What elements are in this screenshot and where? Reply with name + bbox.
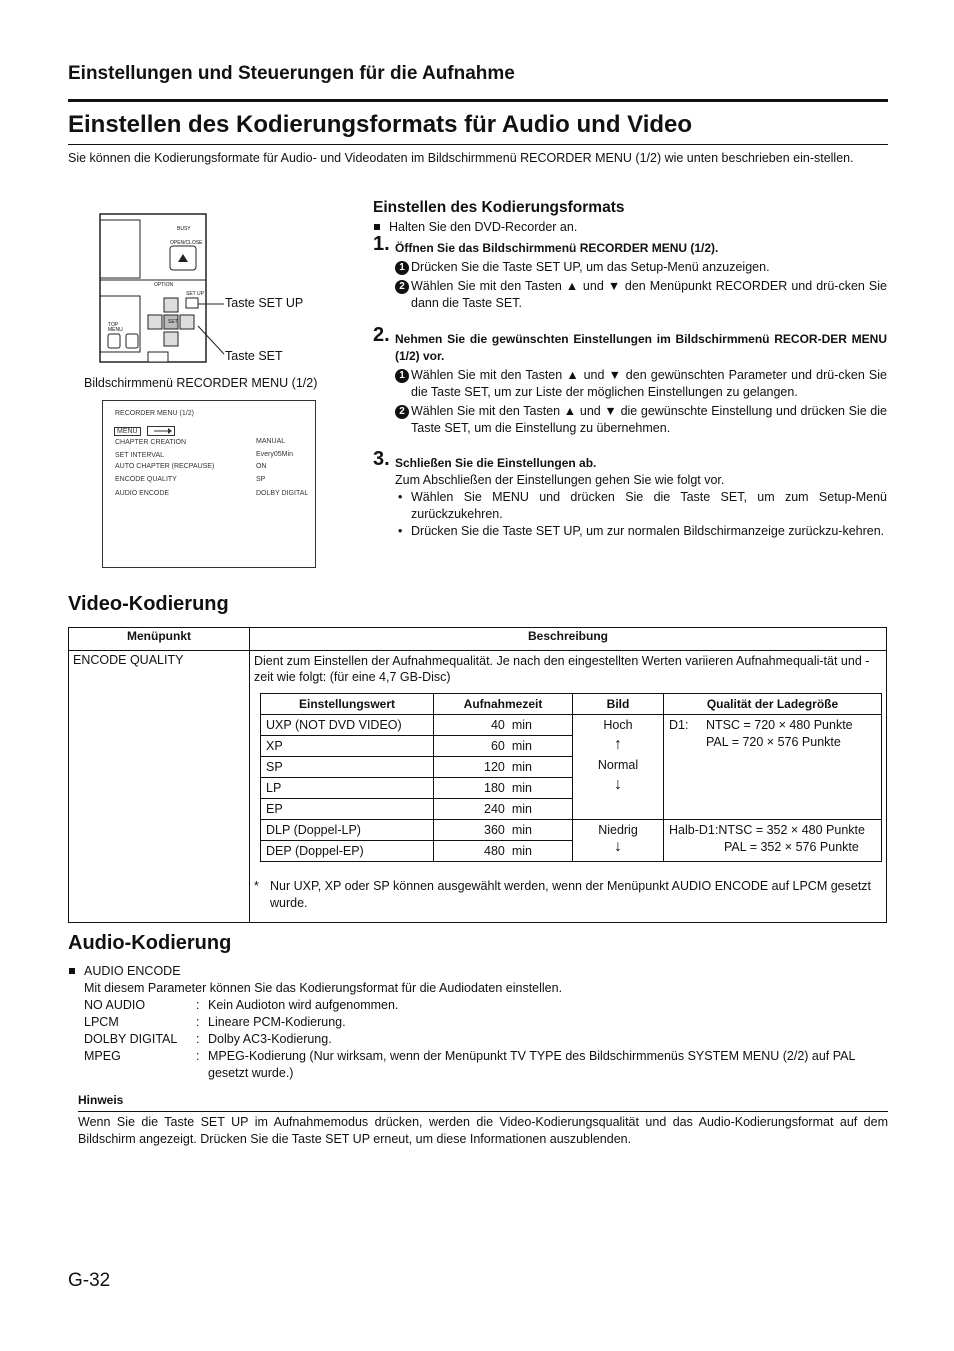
time-cell: 360 min bbox=[434, 820, 573, 841]
substep-marker: 1 bbox=[395, 261, 409, 275]
note-rule bbox=[78, 1111, 888, 1112]
column-header-menu-item: Menüpunkt bbox=[69, 628, 250, 651]
audio-section bbox=[68, 963, 888, 1082]
picture-cell-low bbox=[573, 820, 664, 862]
setting-cell: LP bbox=[261, 778, 434, 799]
step-text: Zum Abschließen der Einstellungen gehen Sie wie folgt vor. bbox=[395, 473, 725, 487]
procedure-precondition: Halten Sie den DVD-Recorder an. bbox=[373, 219, 887, 236]
option-name: MPEG bbox=[84, 1049, 121, 1063]
screen-value-2: Every05Min bbox=[256, 451, 293, 458]
time-cell: 40 min bbox=[434, 715, 573, 736]
step-number: 1. bbox=[373, 233, 390, 255]
substep-marker: 2 bbox=[395, 280, 409, 294]
header-time: Aufnahmezeit bbox=[434, 694, 573, 715]
recorder-menu-screen bbox=[102, 400, 316, 568]
leader-lines bbox=[196, 296, 228, 358]
picture-cell-high-normal bbox=[573, 715, 664, 820]
substep bbox=[373, 367, 887, 401]
audio-heading: Audio-Kodierung bbox=[68, 932, 232, 954]
setting-cell: EP bbox=[261, 799, 434, 820]
substep bbox=[373, 259, 887, 276]
screen-value-5: DOLBY DIGITAL bbox=[256, 490, 309, 497]
table-row bbox=[261, 820, 882, 841]
audio-item bbox=[68, 963, 888, 980]
option-name: DOLBY DIGITAL bbox=[84, 1032, 178, 1046]
time-cell: 180 min bbox=[434, 778, 573, 799]
device-top-menu-label: TOP MENU bbox=[108, 322, 123, 333]
step-heading: Öffnen Sie das Bildschirmmenü RECORDER MENU (1/2). bbox=[395, 241, 719, 255]
substep bbox=[373, 278, 887, 312]
menu-item-cell: ENCODE QUALITY bbox=[69, 651, 250, 923]
option-name: NO AUDIO bbox=[84, 998, 146, 1012]
header-picture: Bild bbox=[573, 694, 664, 715]
setting-cell: XP bbox=[261, 736, 434, 757]
step-heading: Schließen Sie die Einstellungen ab. bbox=[395, 456, 597, 470]
step-1 bbox=[373, 233, 887, 312]
device-setup-label: SET UP bbox=[186, 291, 204, 297]
label-set-button: Taste SET bbox=[225, 349, 283, 363]
arrow-down-icon: ↓ bbox=[614, 776, 622, 793]
option-text: Lineare PCM-Kodierung. bbox=[208, 1015, 346, 1029]
step-bullet: • Wählen Sie MENU und drücken Sie die Taste SET, um zum Setup-Menü zurückzukehren. bbox=[373, 489, 887, 523]
section-rule bbox=[68, 99, 888, 102]
substep-text: Drücken Sie die Taste SET UP, um das Setup-Menü anzuzeigen. bbox=[411, 260, 770, 274]
quality-cell-half-d1: Halb-D1:NTSC = 352 × 480 Punkte PAL = 352 × 576 Punkte bbox=[664, 820, 882, 862]
illustration-caption: Bildschirmmenü RECORDER MENU (1/2) bbox=[84, 376, 318, 390]
substep bbox=[373, 403, 887, 437]
option-text: Dolby AC3-Kodierung. bbox=[208, 1032, 332, 1046]
screen-param-1: CHAPTER CREATION bbox=[115, 439, 187, 446]
time-cell: 240 min bbox=[434, 799, 573, 820]
audio-options: NO AUDIO : Kein Audioton wird aufgenommen. LPCM : Lineare PCM-Kodierung. DOLBY DIGITAL : Dolby AC3-Kodierung. MPEG : MPEG-Kodierung (Nur wirksam, wenn der Menüpunkt TV TYPE des Bildschirmmenüs SYSTEM MENU (2/2) auf PAL gesetzt wurde.) bbox=[68, 997, 888, 1082]
step-2 bbox=[373, 324, 887, 437]
screen-value-1: MANUAL bbox=[256, 438, 286, 445]
arrow-right-icon bbox=[147, 426, 175, 436]
video-heading: Video-Kodierung bbox=[68, 593, 229, 615]
footnote bbox=[254, 878, 882, 912]
table-row bbox=[261, 715, 882, 736]
screen-param-4: ENCODE QUALITY bbox=[115, 476, 177, 483]
procedure bbox=[373, 199, 887, 540]
quality-cell-d1: D1: NTSC = 720 × 480 Punkte PAL = 720 × 576 Punkte bbox=[664, 715, 882, 820]
audio-item-label: AUDIO ENCODE bbox=[84, 964, 181, 978]
option-name: LPCM bbox=[84, 1015, 119, 1029]
note-text: Wenn Sie die Taste SET UP im Aufnahmemodus drücken, werden die Video-Kodierungsqualität und das Audio-Kodierungsformat auf dem Bildschirm angezeigt. Drücken Sie die Taste SET UP erneut, um diese Informationen auszublenden. bbox=[78, 1115, 888, 1146]
column-header-description: Beschreibung bbox=[250, 628, 887, 651]
setting-cell: DLP (Doppel-LP) bbox=[261, 820, 434, 841]
device-set-label: SET bbox=[168, 319, 178, 325]
label-setup-button: Taste SET UP bbox=[225, 296, 304, 310]
substep-text: Wählen Sie mit den Tasten ▲ und ▼ die gewünschte Einstellung und drücken Sie die Taste SET, um die Einstellung zu übernehmen. bbox=[411, 404, 887, 435]
description-text: Dient zum Einstellen der Aufnahmequalität. Je nach den eingestellten Werten variieren Aufnahmequali-tät und -zeit wie folgt: (für eine 4,7 GB-Disc) bbox=[254, 654, 870, 684]
arrow-down-icon: ↓ bbox=[614, 838, 622, 855]
step-bullet: • Drücken Sie die Taste SET UP, um zur normalen Bildschirmanzeige zurückzu-kehren. bbox=[373, 523, 887, 540]
audio-description: Mit diesem Parameter können Sie das Kodierungsformat für die Audiodaten einstellen. bbox=[84, 981, 563, 995]
step-number: 3. bbox=[373, 448, 390, 470]
substep-text: Wählen Sie mit den Tasten ▲ und ▼ den gewünschten Parameter und drü-cken Sie die Taste SET, um zur Liste der möglichen Einstellungen zu gelangen. bbox=[411, 368, 887, 399]
quality-table bbox=[260, 693, 882, 862]
header-quality: Qualität der Ladegröße bbox=[664, 694, 882, 715]
picture-normal: Normal bbox=[597, 758, 639, 772]
screen-value-4: SP bbox=[256, 476, 266, 483]
step-heading: Nehmen Sie die gewünschten Einstellungen im Bildschirmmenü RECOR-DER MENU (1/2) vor. bbox=[395, 332, 887, 363]
note-label: Hinweis bbox=[78, 1093, 124, 1107]
bullet-square-icon bbox=[69, 968, 75, 974]
substep-marker: 2 bbox=[395, 405, 409, 419]
step-number: 2. bbox=[373, 324, 390, 346]
device-option-label: OPTION bbox=[154, 282, 174, 288]
time-cell: 480 min bbox=[434, 841, 573, 862]
screen-title: RECORDER MENU (1/2) bbox=[115, 410, 194, 417]
header-setting: Einstellungswert bbox=[261, 694, 434, 715]
page-number: G-32 bbox=[68, 1270, 111, 1291]
option-text: MPEG-Kodierung (Nur wirksam, wenn der Menüpunkt TV TYPE des Bildschirmmenüs SYSTEM MENU (2/2) auf PAL gesetzt wurde.) bbox=[208, 1049, 855, 1080]
option-text: Kein Audioton wird aufgenommen. bbox=[208, 998, 399, 1012]
substep-marker: 1 bbox=[395, 369, 409, 383]
setting-cell: UXP (NOT DVD VIDEO) bbox=[261, 715, 434, 736]
footnote-mark: * bbox=[254, 879, 259, 893]
substep-text: Wählen Sie mit den Tasten ▲ und ▼ den Menüpunkt RECORDER und drü-cken Sie dann die Taste SET. bbox=[411, 279, 887, 310]
title-rule bbox=[68, 144, 888, 145]
intro-text: Sie können die Kodierungsformate für Audio- und Videodaten im Bildschirmmenü RECORDER MENU (1/2) wie unten beschrieben ein-stellen. bbox=[68, 151, 854, 165]
arrow-up-icon: ↑ bbox=[614, 736, 622, 753]
picture-low: Niedrig bbox=[598, 823, 638, 837]
footnote-text: Nur UXP, XP oder SP können ausgewählt werden, wenn der Menüpunkt AUDIO ENCODE auf LPCM gesetzt wurde. bbox=[270, 879, 872, 910]
time-cell: 120 min bbox=[434, 757, 573, 778]
setting-cell: SP bbox=[261, 757, 434, 778]
time-cell: 60 min bbox=[434, 736, 573, 757]
device-busy-label: BUSY bbox=[177, 226, 191, 232]
picture-high: Hoch bbox=[603, 718, 633, 732]
screen-param-2: SET INTERVAL bbox=[115, 452, 165, 459]
video-table bbox=[68, 627, 887, 923]
screen-param-5: AUDIO ENCODE bbox=[115, 490, 170, 497]
procedure-heading: Einstellen des Kodierungsformats bbox=[373, 199, 625, 216]
section-title: Einstellungen und Steuerungen für die Aufnahme bbox=[68, 63, 515, 84]
screen-menu-tag: MENU bbox=[114, 427, 141, 436]
page-title: Einstellen des Kodierungsformats für Audio und Video bbox=[68, 111, 693, 138]
screen-value-3: ON bbox=[256, 463, 267, 470]
setting-cell: DEP (Doppel-EP) bbox=[261, 841, 434, 862]
screen-param-3: AUTO CHAPTER (RECPAUSE) bbox=[115, 463, 215, 470]
device-open-label: OPEN/CLOSE bbox=[170, 240, 203, 246]
step-3 bbox=[373, 448, 887, 540]
